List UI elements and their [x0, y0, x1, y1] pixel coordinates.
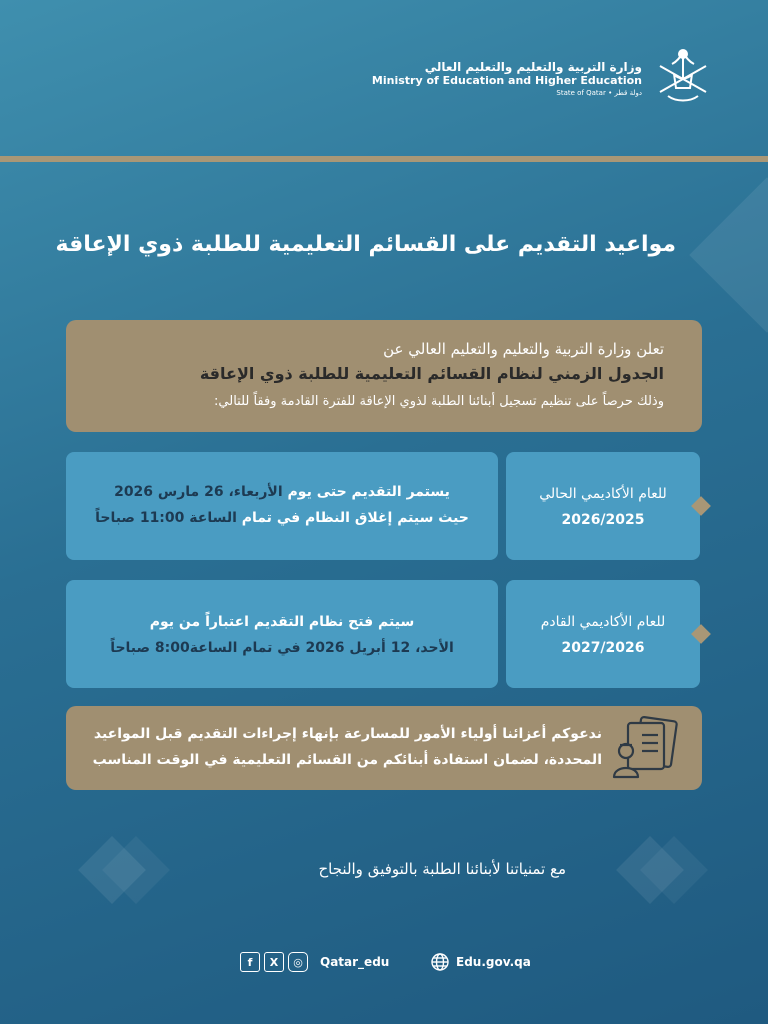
invite-line-1: ندعوكم أعزائنا أولياء الأمور للمسارعة بإنهاء إجراءات التقديم قبل المواعيد: [93, 726, 602, 742]
invite-card: [66, 706, 702, 790]
detail-text: سيتم فتح نظام التقديم اعتباراً من يوم: [149, 614, 415, 630]
intro-card: [66, 320, 702, 432]
row-next-year-detail-line-1: [66, 614, 498, 630]
social-handle[interactable]: Qatar_edu: [320, 955, 390, 969]
footer-website: [430, 952, 531, 972]
row-current-year-label: للعام الأكاديمي الحالي: [539, 486, 667, 502]
header-divider: [0, 156, 768, 162]
documents-person-icon: [608, 712, 688, 784]
instagram-icon[interactable]: ◎: [288, 952, 308, 972]
state-name-ar: دولة قطر: [614, 89, 642, 97]
closing-message: مع تمنياتنا لأبنائنا الطلبة بالتوفيق والنجاح: [318, 860, 566, 878]
facebook-icon[interactable]: f: [240, 952, 260, 972]
state-name-en: State of Qatar: [556, 89, 606, 97]
intro-line-1: تعلن وزارة التربية والتعليم والتعليم العالي عن: [383, 340, 664, 358]
intro-line-3: وذلك حرصاً على تنظيم تسجيل أبنائنا الطلبة لذوي الإعاقة للفترة القادمة وفقاً للتالي:: [214, 394, 664, 409]
page-title: مواعيد التقديم على القسائم التعليمية للطلبة ذوي الإعاقة: [55, 232, 676, 257]
row-next-year-value: 2027/2026: [561, 640, 645, 656]
invite-line-2: المحددة، لضمان استفادة أبنائكم من القسائم التعليمية في الوقت المناسب: [92, 752, 602, 768]
ministry-logo: [371, 44, 712, 114]
state-name: State of Qatar • دولة قطر: [556, 89, 642, 97]
row-current-year-detail-box: [66, 452, 498, 560]
detail-date: الأربعاء، 26 مارس 2026: [114, 484, 283, 500]
footer-social: [240, 952, 389, 972]
website-link[interactable]: Edu.gov.qa: [456, 955, 531, 969]
row-current-year-value: 2026/2025: [561, 512, 645, 528]
ministry-name-block: [372, 60, 642, 99]
x-icon[interactable]: X: [264, 952, 284, 972]
row-next-year-label-box: [506, 580, 700, 688]
detail-text: حيث سيتم إغلاق النظام في تمام: [236, 510, 469, 526]
row-next-year-detail-line-2: [66, 640, 498, 656]
decor-diamond-right: [689, 177, 768, 333]
row-current-year-detail-line-1: [66, 484, 498, 500]
row-next-year-label: للعام الأكاديمي القادم: [540, 614, 666, 630]
row-current-year-label-box: [506, 452, 700, 560]
detail-date-time: الأحد، 12 أبريل 2026 في تمام الساعة8:00 صباحاً: [110, 640, 454, 656]
globe-icon: [430, 952, 450, 972]
detail-text: يستمر التقديم حتى يوم: [282, 484, 450, 500]
row-next-year-detail-box: [66, 580, 498, 688]
qatar-emblem-icon: [654, 44, 712, 108]
intro-line-2: الجدول الزمني لنظام القسائم التعليمية للطلبة ذوي الإعاقة: [199, 364, 664, 383]
ministry-name-en: Ministry of Education and Higher Education: [371, 74, 642, 87]
detail-time: الساعة 11:00 صباحاً: [95, 510, 237, 526]
row-current-year-detail-line-2: [66, 510, 498, 526]
ministry-name-ar: وزارة التربية والتعليم والتعليم العالي: [424, 60, 642, 74]
